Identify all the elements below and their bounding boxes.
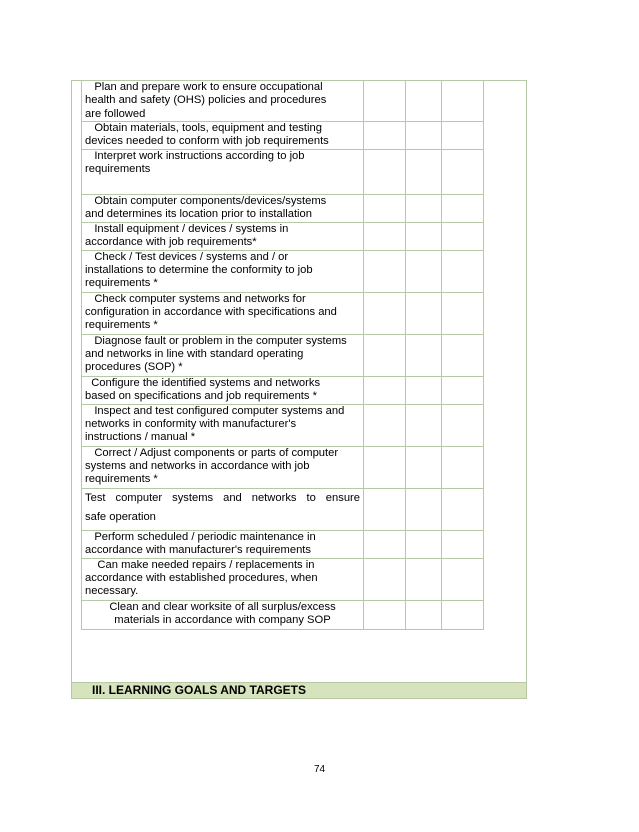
- rating-cell[interactable]: [364, 194, 406, 222]
- table-row: [82, 222, 484, 250]
- rating-cell[interactable]: [442, 194, 484, 222]
- competency-checklist-table: [81, 80, 484, 630]
- competency-cell: Inspect and test configured computer systems and networks in conformity with manufacturer's instructions / manual *: [82, 404, 364, 446]
- competency-cell: Configure the identified systems and networks based on specifications and job requirements *: [82, 376, 364, 404]
- table-row: [82, 530, 484, 558]
- rating-cell[interactable]: [406, 149, 442, 194]
- rating-cell[interactable]: [406, 292, 442, 334]
- rating-cell[interactable]: [406, 404, 442, 446]
- rating-cell[interactable]: [364, 530, 406, 558]
- competency-cell: Check computer systems and networks for configuration in accordance with specifications and requirements *: [82, 292, 364, 334]
- table-row: [82, 376, 484, 404]
- table-row: [82, 81, 484, 122]
- rating-cell[interactable]: [364, 334, 406, 376]
- competency-cell: Clean and clear worksite of all surplus/excess materials in accordance with company SOP: [82, 600, 364, 629]
- rating-cell[interactable]: [364, 488, 406, 530]
- rating-cell[interactable]: [364, 149, 406, 194]
- competency-cell: Test computer systems and networks to ensure safe operation: [82, 488, 364, 530]
- competency-cell: Install equipment / devices / systems in accordance with job requirements*: [82, 222, 364, 250]
- rating-cell[interactable]: [406, 376, 442, 404]
- rating-cell[interactable]: [406, 81, 442, 122]
- competency-cell: Correct / Adjust components or parts of computer systems and networks in accordance with job requirements *: [82, 446, 364, 488]
- rating-cell[interactable]: [364, 250, 406, 292]
- competency-cell: Plan and prepare work to ensure occupational health and safety (OHS) policies and procedures are followed: [82, 81, 364, 122]
- rating-cell[interactable]: [406, 222, 442, 250]
- rating-cell[interactable]: [406, 334, 442, 376]
- rating-cell[interactable]: [364, 81, 406, 122]
- competency-cell: Diagnose fault or problem in the computer systems and networks in line with standard operating procedures (SOP) *: [82, 334, 364, 376]
- rating-cell[interactable]: [442, 250, 484, 292]
- table-row: [82, 404, 484, 446]
- rating-cell[interactable]: [406, 530, 442, 558]
- table-row: [82, 334, 484, 376]
- rating-cell[interactable]: [442, 81, 484, 122]
- rating-cell[interactable]: [442, 292, 484, 334]
- rating-cell[interactable]: [406, 488, 442, 530]
- rating-cell[interactable]: [442, 121, 484, 149]
- rating-cell[interactable]: [406, 194, 442, 222]
- rating-cell[interactable]: [364, 121, 406, 149]
- rating-cell[interactable]: [364, 292, 406, 334]
- rating-cell[interactable]: [442, 222, 484, 250]
- table-row: [82, 600, 484, 629]
- rating-cell[interactable]: [406, 558, 442, 600]
- competency-cell: Check / Test devices / systems and / or installations to determine the conformity to job requirements *: [82, 250, 364, 292]
- rating-cell[interactable]: [364, 222, 406, 250]
- rating-cell[interactable]: [364, 558, 406, 600]
- rating-cell[interactable]: [364, 404, 406, 446]
- table-row: [82, 488, 484, 530]
- competency-cell: Obtain computer components/devices/systems and determines its location prior to installation: [82, 194, 364, 222]
- rating-cell[interactable]: [406, 446, 442, 488]
- rating-cell[interactable]: [406, 600, 442, 629]
- rating-cell[interactable]: [364, 600, 406, 629]
- rating-cell[interactable]: [364, 376, 406, 404]
- competency-cell: Interpret work instructions according to job requirements: [82, 149, 364, 194]
- table-row: [82, 250, 484, 292]
- rating-cell[interactable]: [442, 488, 484, 530]
- rating-cell[interactable]: [442, 446, 484, 488]
- competency-cell: Obtain materials, tools, equipment and testing devices needed to conform with job requirements: [82, 121, 364, 149]
- section-heading-learning-goals: III. LEARNING GOALS AND TARGETS: [71, 682, 527, 699]
- rating-cell[interactable]: [442, 530, 484, 558]
- page-number: 74: [313, 764, 326, 775]
- rating-cell[interactable]: [364, 446, 406, 488]
- table-row: [82, 194, 484, 222]
- rating-cell[interactable]: [442, 149, 484, 194]
- table-row: [82, 121, 484, 149]
- rating-cell[interactable]: [406, 121, 442, 149]
- rating-cell[interactable]: [442, 334, 484, 376]
- table-row: [82, 446, 484, 488]
- table-row: [82, 149, 484, 194]
- competency-cell: Perform scheduled / periodic maintenance in accordance with manufacturer's requirements: [82, 530, 364, 558]
- competency-cell: Can make needed repairs / replacements in accordance with established procedures, when necessary.: [82, 558, 364, 600]
- rating-cell[interactable]: [442, 558, 484, 600]
- table-row: [82, 558, 484, 600]
- rating-cell[interactable]: [442, 376, 484, 404]
- table-row: [82, 292, 484, 334]
- rating-cell[interactable]: [442, 600, 484, 629]
- rating-cell[interactable]: [406, 250, 442, 292]
- rating-cell[interactable]: [442, 404, 484, 446]
